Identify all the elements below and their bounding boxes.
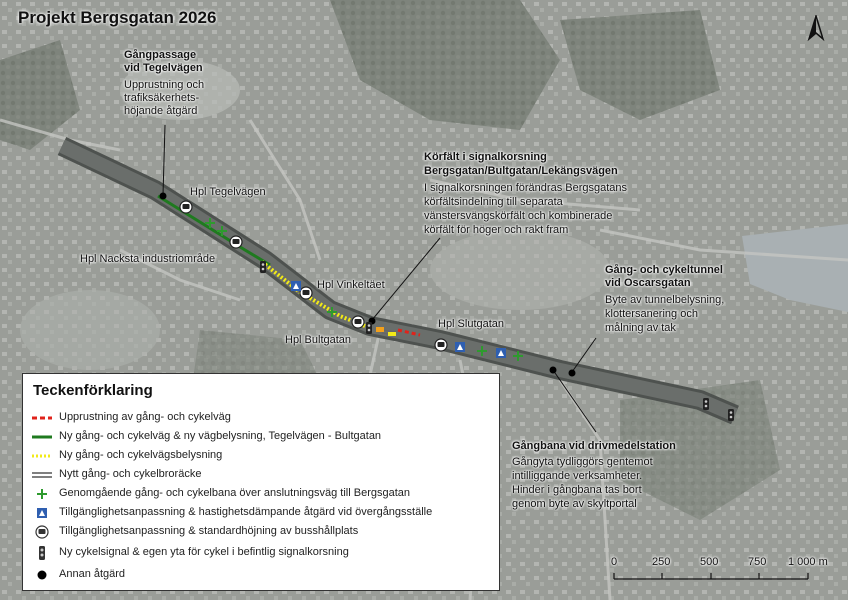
bus-icon bbox=[31, 524, 53, 540]
annotation-korfalt-body-3: vänstersvängskörfält och kombinerade bbox=[424, 210, 613, 222]
traffic-signal-icon bbox=[31, 545, 53, 561]
annotation-tunnel-body-3: målning av tak bbox=[605, 322, 676, 334]
label-hpl-nacksta: Hpl Nacksta industriområde bbox=[80, 253, 216, 265]
bus-icon bbox=[352, 316, 364, 328]
bus-icon bbox=[230, 236, 242, 248]
railing-marker bbox=[376, 327, 384, 332]
crosswalk-icon bbox=[291, 281, 301, 291]
annotation-drivmedel-body-1: Gångyta tydliggörs gentemot bbox=[512, 456, 653, 468]
legend-item-label: Ny gång- och cykelvägsbelysning bbox=[59, 449, 223, 461]
label-hpl-slutgatan: Hpl Slutgatan bbox=[438, 318, 505, 330]
annotation-korfalt-body-2: körfältsindelning till separata bbox=[424, 196, 563, 208]
legend-item bbox=[23, 545, 499, 561]
scale-tick-0: 0 bbox=[611, 556, 618, 568]
legend-item-label: Upprustning av gång- och cykelväg bbox=[59, 411, 231, 423]
open-area bbox=[430, 230, 610, 310]
yellow-dotted-line-icon bbox=[31, 448, 53, 464]
black-dot-icon bbox=[160, 193, 167, 200]
legend-item-label: Nytt gång- och cykelbroräcke bbox=[59, 468, 202, 480]
annotation-tunnel-heading-2: vid Oscarsgatan bbox=[605, 277, 691, 289]
bus-icon bbox=[180, 201, 192, 213]
railing-marker bbox=[388, 332, 396, 336]
bus-icon bbox=[435, 339, 447, 351]
north-arrow-icon bbox=[806, 15, 826, 43]
legend-item-label: Tillgänglighetsanpassning & hastighetsdämpande åtgärd vid övergångsställe bbox=[59, 506, 433, 518]
annotation-korfalt-body-1: I signalkorsningen förändras Bergsgatans bbox=[424, 182, 628, 194]
label-hpl-tegelvagen: Hpl Tegelvägen bbox=[190, 186, 266, 198]
scale-tick-250: 250 bbox=[652, 556, 671, 568]
legend-item bbox=[23, 448, 499, 464]
open-area bbox=[20, 290, 160, 370]
green-cross-icon bbox=[31, 486, 53, 502]
legend-item bbox=[23, 524, 499, 540]
double-line-icon bbox=[31, 467, 53, 483]
legend-item-label: Ny cykelsignal & egen yta för cykel i befintlig signalkorsning bbox=[59, 546, 349, 558]
annotation-korfalt-body-4: körfält för höger och rakt fram bbox=[424, 224, 569, 236]
scale-bar bbox=[608, 556, 838, 592]
black-dot-icon bbox=[569, 370, 576, 377]
annotation-tegelvagen-body-2: trafiksäkerhets- bbox=[124, 92, 200, 104]
annotation-drivmedel-heading: Gångbana vid drivmedelstation bbox=[512, 440, 676, 452]
legend-item-label: Genomgående gång- och cykelbana över anslutningsväg till Bergsgatan bbox=[59, 487, 411, 499]
green-line-icon bbox=[31, 429, 53, 445]
crosswalk-icon bbox=[31, 505, 53, 521]
red-dashed-line-icon bbox=[31, 410, 53, 426]
legend-item bbox=[23, 567, 499, 583]
annotation-tegelvagen-heading-1: Gångpassage bbox=[124, 49, 197, 61]
annotation-drivmedel-body-2: intilliggande verksamheter. bbox=[512, 470, 643, 482]
legend-item-label: Ny gång- och cykelväg & ny vägbelysning, Tegelvägen - Bultgatan bbox=[59, 430, 382, 442]
legend-item-label: Annan åtgärd bbox=[59, 568, 126, 580]
black-dot-icon bbox=[550, 367, 557, 374]
annotation-tunnel-body-1: Byte av tunnelbelysning, bbox=[605, 294, 725, 306]
legend-title: Teckenförklaring bbox=[33, 382, 153, 399]
annotation-drivmedel-body-4: genom byte av skyltportal bbox=[512, 498, 637, 510]
annotation-tunnel-heading-1: Gång- och cykeltunnel bbox=[605, 264, 723, 276]
legend-item bbox=[23, 429, 499, 445]
label-hpl-bultgatan: Hpl Bultgatan bbox=[285, 334, 352, 346]
annotation-drivmedel-body-3: Hinder i gångbana tas bort bbox=[512, 484, 642, 496]
legend-item-label: Tillgänglighetsanpassning & standardhöjning av busshållplats bbox=[59, 525, 359, 537]
map-title: Projekt Bergsgatan 2026 bbox=[18, 8, 217, 27]
annotation-tunnel-body-2: klottersanering och bbox=[605, 308, 698, 320]
scale-tick-750: 750 bbox=[748, 556, 767, 568]
annotation-tegelvagen-body-1: Upprustning och bbox=[124, 79, 205, 91]
legend-panel bbox=[22, 373, 500, 591]
annotation-korfalt-heading-1: Körfält i signalkorsning bbox=[424, 151, 547, 163]
annotation-korfalt-heading-2: Bergsgatan/Bultgatan/Lekängsvägen bbox=[424, 165, 618, 177]
traffic-signal-icon bbox=[703, 398, 709, 410]
legend-item bbox=[23, 505, 499, 521]
scale-tick-1000: 1 000 m bbox=[788, 556, 828, 568]
scale-tick-500: 500 bbox=[700, 556, 719, 568]
bus-icon bbox=[300, 287, 312, 299]
traffic-signal-icon bbox=[728, 409, 734, 421]
annotation-tegelvagen-body-3: höjande åtgärd bbox=[124, 105, 198, 117]
crosswalk-icon bbox=[455, 342, 465, 352]
traffic-signal-icon bbox=[260, 261, 266, 273]
crosswalk-icon bbox=[496, 348, 506, 358]
annotation-tegelvagen-heading-2: vid Tegelvägen bbox=[124, 62, 203, 74]
legend-item bbox=[23, 486, 499, 502]
black-dot-icon bbox=[31, 567, 53, 583]
legend-item bbox=[23, 410, 499, 426]
label-hpl-vinkeltaet: Hpl Vinkeltäet bbox=[317, 279, 385, 291]
legend-item bbox=[23, 467, 499, 483]
traffic-signal-icon bbox=[366, 322, 372, 334]
